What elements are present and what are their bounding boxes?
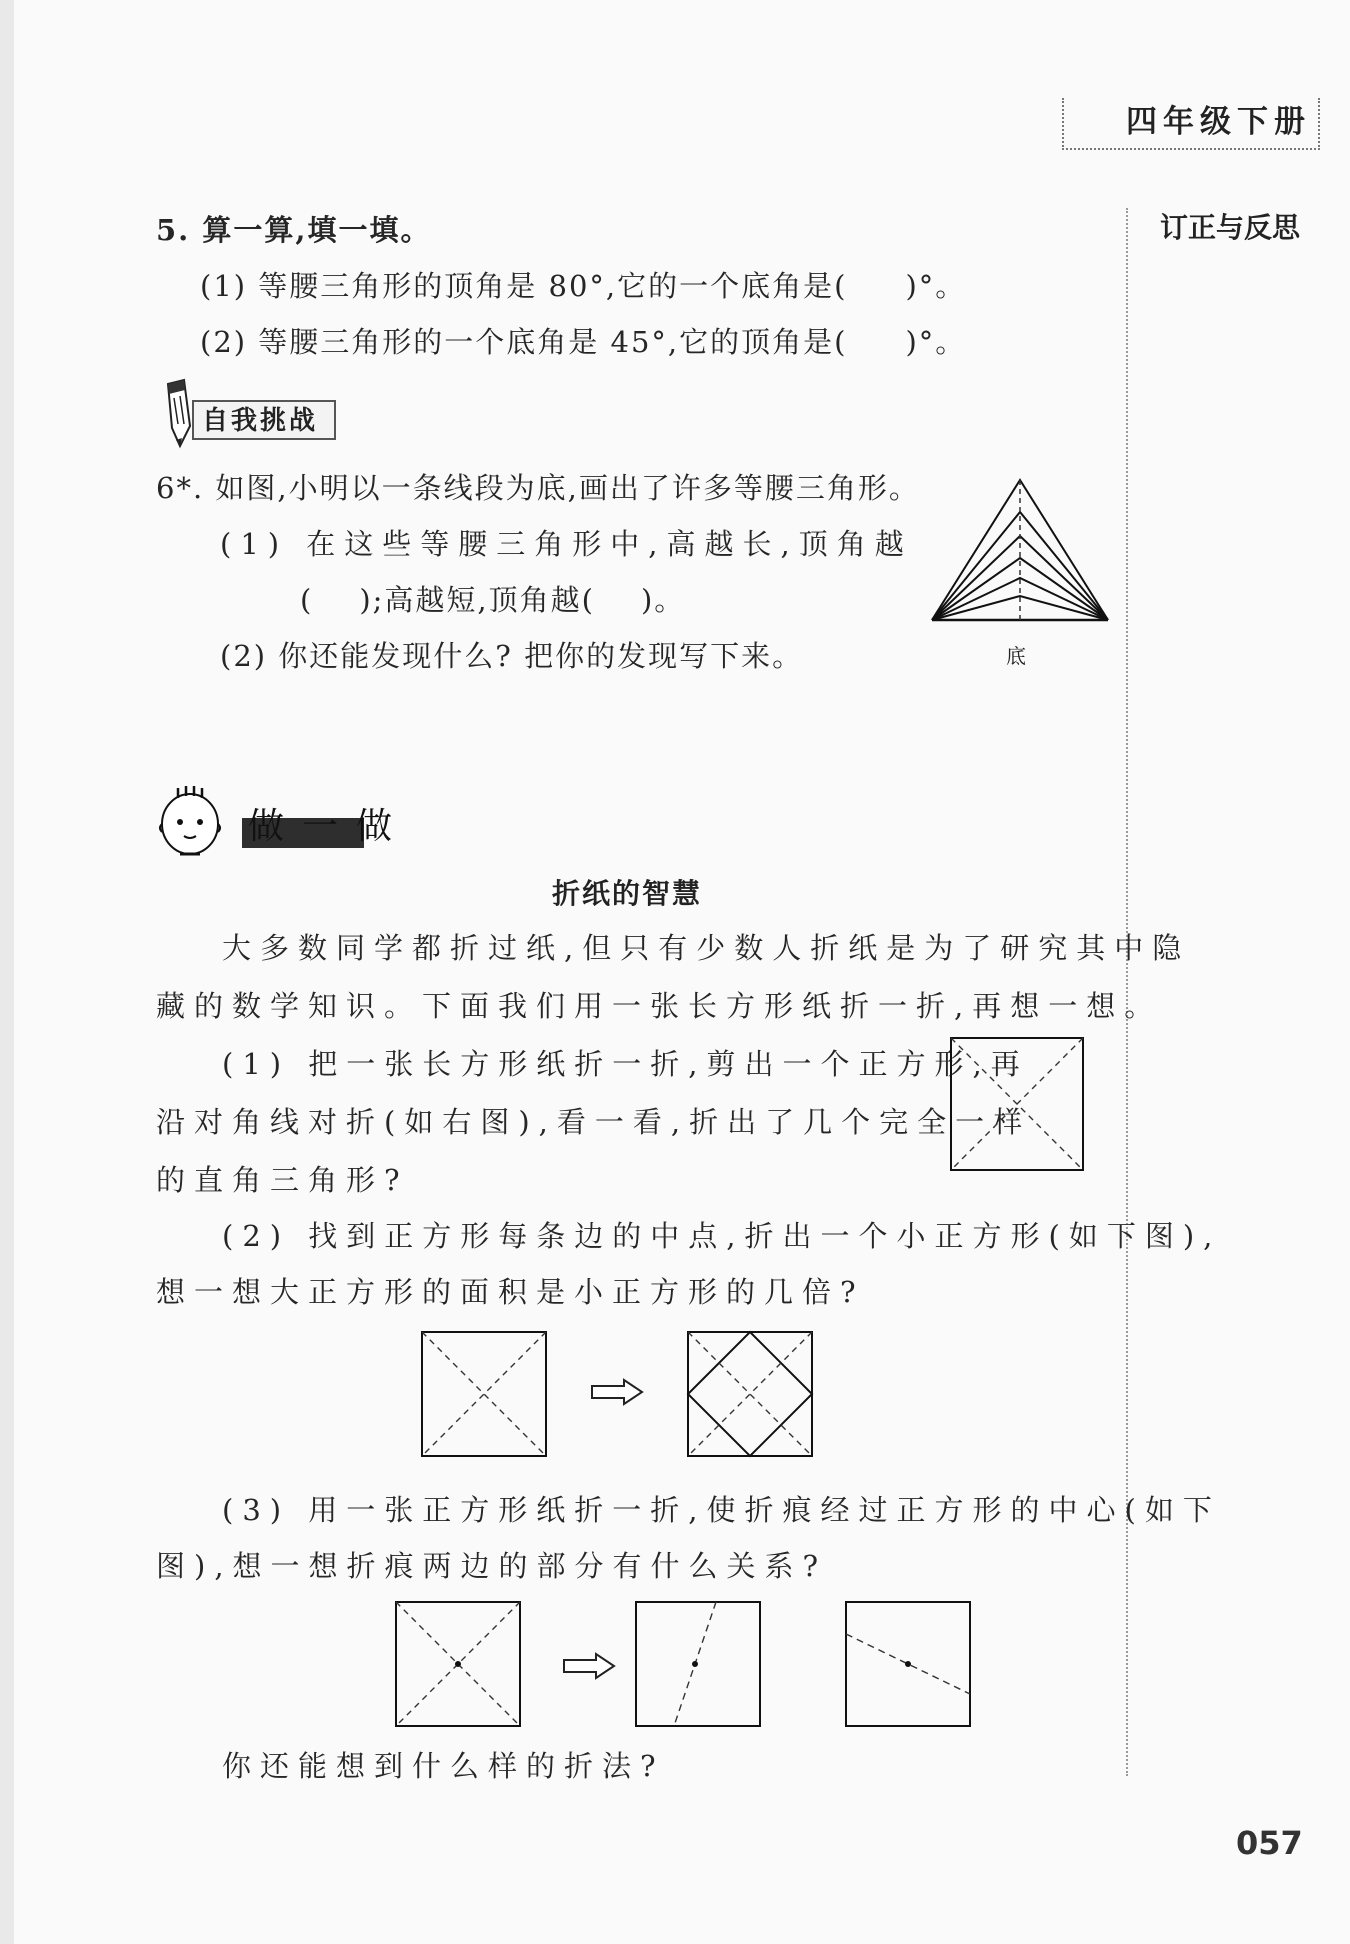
doit-label: 做一做 [248, 806, 411, 847]
pencil-icon [160, 378, 194, 450]
q6-item-2: (2) 你还能发现什么? 把你的发现写下来。 [220, 639, 804, 673]
part-3-line-2: 图),想一想折痕两边的部分有什么关系? [156, 1549, 828, 1583]
q6-item-1-line-2: ( );高越短,顶角越( )。 [300, 583, 686, 617]
part-2-line-1: (2) 找到正方形每条边的中点,折出一个小正方形(如下图), [222, 1219, 1222, 1253]
cartoon-face-icon [156, 784, 228, 860]
arrow-right-icon-2 [562, 1652, 618, 1682]
midpoint-square-figure [686, 1330, 816, 1460]
intro-line-1: 大多数同学都折过纸,但只有少数人折纸是为了研究其中隐 [222, 931, 1191, 965]
intro-line-2: 藏的数学知识。下面我们用一张长方形纸折一折,再想一想。 [156, 989, 1163, 1023]
part-2-line-2: 想一想大正方形的面积是小正方形的几倍? [156, 1275, 865, 1309]
part-1-line-3: 的直角三角形? [156, 1163, 409, 1197]
q6-item-1-line-1: (1) 在这些等腰三角形中,高越长,顶角越 [220, 527, 913, 561]
square-center-figure [394, 1600, 524, 1730]
sidebar-title: 订正与反思 [1160, 211, 1301, 244]
closing-question: 你还能想到什么样的折法? [222, 1749, 665, 1783]
diagonal-fold-square [949, 1036, 1089, 1176]
grade-label: 四年级下册 [1126, 104, 1311, 140]
q5-item-2: (2) 等腰三角形的一个底角是 45°,它的顶角是( )°。 [200, 325, 967, 359]
square-diagonals-figure [420, 1330, 550, 1460]
part-1-line-2: 沿对角线对折(如右图),看一看,折出了几个完全一样 [156, 1105, 1032, 1139]
steep-fold-square-figure [634, 1600, 764, 1730]
part-1-line-1: (1) 把一张长方形纸折一折,剪出一个正方形,再 [222, 1047, 1029, 1081]
q5-item-1: (1) 等腰三角形的顶角是 80°,它的一个底角是( )°。 [200, 269, 967, 303]
page-number: 057 [1236, 1824, 1303, 1862]
isosceles-triangles-figure [926, 466, 1116, 626]
part-3-line-1: (3) 用一张正方形纸折一折,使折痕经过正方形的中心(如下 [222, 1493, 1221, 1527]
shallow-fold-square-figure [844, 1600, 974, 1730]
q5-title: 5. 算一算,填一填。 [156, 213, 432, 247]
figure-base-label: 底 [1006, 644, 1026, 668]
section-title: 折纸的智慧 [552, 877, 703, 910]
challenge-label: 自我挑战 [202, 406, 319, 436]
q6-title: 6*. 如图,小明以一条线段为底,画出了许多等腰三角形。 [156, 471, 920, 505]
workbook-page [14, 0, 1350, 1944]
arrow-right-icon [590, 1378, 646, 1408]
